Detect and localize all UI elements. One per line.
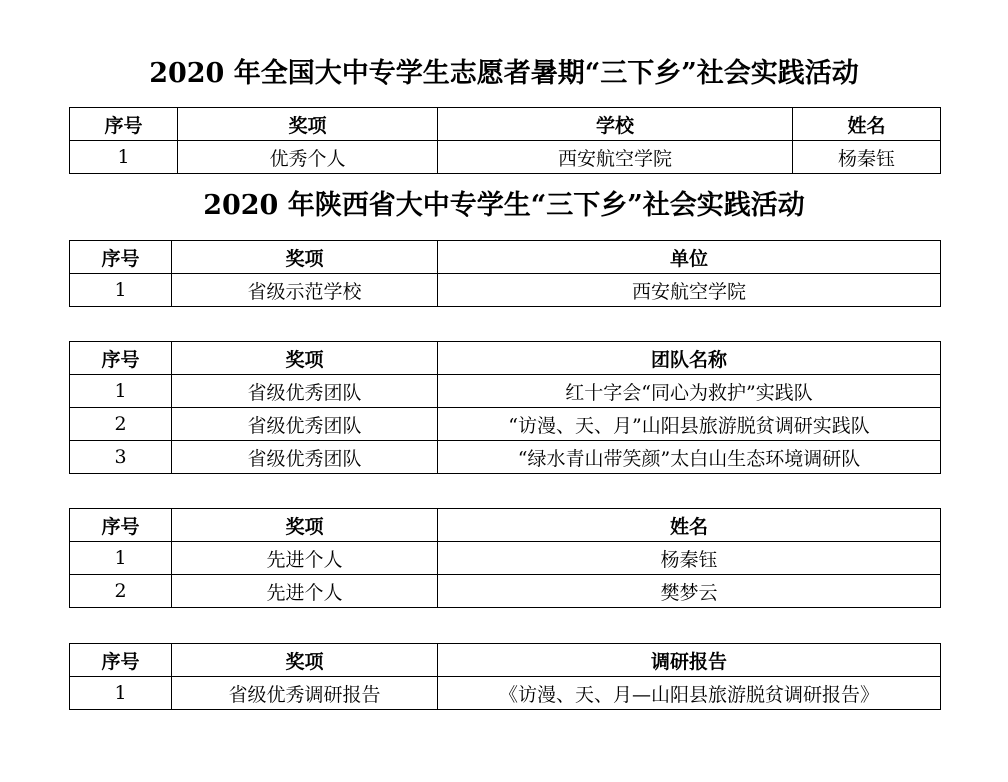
cell-index: 3 [70, 441, 172, 474]
cell-index: 2 [70, 408, 172, 441]
table-header-row [70, 509, 941, 542]
cell-award: 省级优秀调研报告 [172, 677, 438, 710]
table-row [70, 375, 941, 408]
table-header-row [70, 108, 941, 141]
cell-award: 先进个人 [172, 542, 438, 575]
cell-award: 省级优秀团队 [172, 408, 438, 441]
table-row [70, 542, 941, 575]
section1-title: 2020 年全国大中专学生志愿者暑期“三下乡”社会实践活动 [149, 58, 859, 89]
cell-index: 1 [70, 375, 172, 408]
team-award-table [69, 341, 941, 474]
header-name: 姓名 [438, 509, 941, 542]
cell-name: 樊梦云 [438, 575, 941, 608]
header-award: 奖项 [172, 342, 438, 375]
cell-award: 省级示范学校 [172, 274, 438, 307]
table-header-row [70, 644, 941, 677]
table-row [70, 408, 941, 441]
cell-index: 1 [70, 274, 172, 307]
table-row [70, 441, 941, 474]
cell-index: 1 [70, 141, 178, 174]
header-index: 序号 [70, 644, 172, 677]
header-unit: 单位 [438, 241, 941, 274]
header-index: 序号 [70, 108, 178, 141]
table-header-row [70, 241, 941, 274]
header-award: 奖项 [172, 644, 438, 677]
header-index: 序号 [70, 241, 172, 274]
cell-school: 西安航空学院 [438, 141, 793, 174]
person-award-table [69, 508, 941, 608]
cell-index: 1 [70, 677, 172, 710]
header-school: 学校 [438, 108, 793, 141]
header-index: 序号 [70, 342, 172, 375]
header-team-name: 团队名称 [438, 342, 941, 375]
cell-award: 优秀个人 [178, 141, 438, 174]
national-award-table [69, 107, 941, 174]
header-award: 奖项 [172, 241, 438, 274]
cell-name: 杨秦钰 [793, 141, 941, 174]
cell-index: 1 [70, 542, 172, 575]
header-award: 奖项 [172, 509, 438, 542]
cell-award: 先进个人 [172, 575, 438, 608]
cell-unit: 西安航空学院 [438, 274, 941, 307]
header-report: 调研报告 [438, 644, 941, 677]
cell-report: 《访漫、天、月—山阳县旅游脱贫调研报告》 [438, 677, 941, 710]
cell-team-name: “访漫、天、月”山阳县旅游脱贫调研实践队 [438, 408, 941, 441]
header-name: 姓名 [793, 108, 941, 141]
school-award-table [69, 240, 941, 307]
table-row [70, 575, 941, 608]
cell-award: 省级优秀团队 [172, 441, 438, 474]
report-award-table [69, 643, 941, 710]
section2-title: 2020 年陕西省大中专学生“三下乡”社会实践活动 [203, 190, 805, 221]
table-row [70, 141, 941, 174]
table-row [70, 677, 941, 710]
cell-index: 2 [70, 575, 172, 608]
cell-team-name: “绿水青山带笑颜”太白山生态环境调研队 [438, 441, 941, 474]
header-index: 序号 [70, 509, 172, 542]
cell-award: 省级优秀团队 [172, 375, 438, 408]
cell-name: 杨秦钰 [438, 542, 941, 575]
table-row [70, 274, 941, 307]
cell-team-name: 红十字会“同心为救护”实践队 [438, 375, 941, 408]
table-header-row [70, 342, 941, 375]
header-award: 奖项 [178, 108, 438, 141]
